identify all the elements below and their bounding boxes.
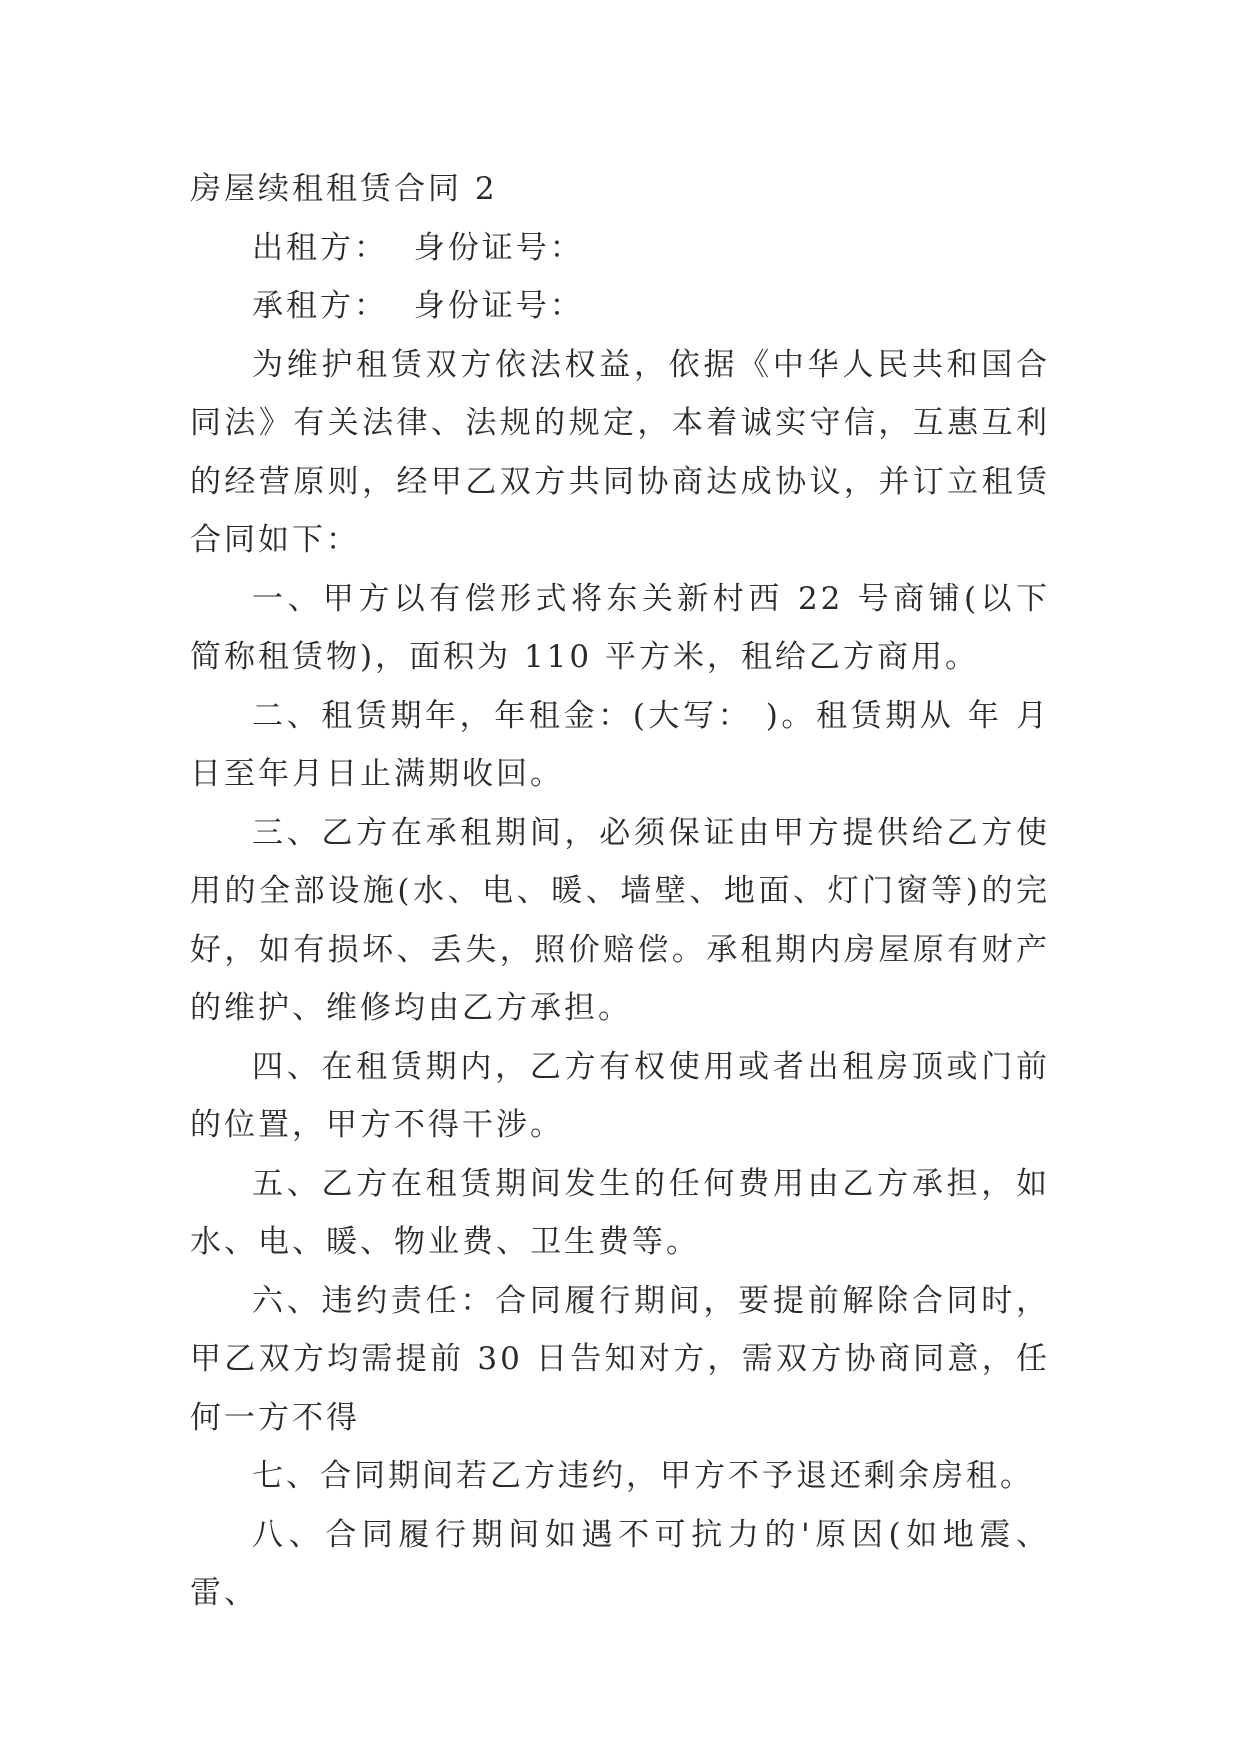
preamble-paragraph: 为维护租赁双方依法权益，依据《中华人民共和国合同法》有关法律、法规的规定，本着诚实守信，互惠互利的经营原则，经甲乙双方共同协商达成协议，并订立租赁合同如下： — [190, 346, 1050, 558]
lessor-line: 出租方： 身份证号： — [252, 229, 584, 266]
clause-3: 三、乙方在承租期间，必须保证由甲方提供给乙方使用的全部设施(水、电、暖、墙壁、地面、灯门窗等)的完好，如有损坏、丢失，照价赔偿。承租期内房屋原有财产的维护、维修均由乙方承担。 — [190, 814, 1050, 1026]
clause-1: 一、甲方以有偿形式将东关新村西 22 号商铺(以下简称租赁物)，面积为 110 平方米，租给乙方商用。 — [190, 580, 1050, 675]
clause-4: 四、在租赁期内，乙方有权使用或者出租房顶或门前的位置，甲方不得干涉。 — [190, 1048, 1050, 1143]
document-body — [190, 160, 1050, 1623]
clause-7: 七、合同期间若乙方违约，甲方不予退还剩余房租。 — [252, 1458, 1034, 1494]
clause-6: 六、违约责任：合同履行期间，要提前解除合同时，甲乙双方均需提前 30 日告知对方，需双方协商同意，任何一方不得 — [190, 1282, 1050, 1436]
clause-8: 八、合同履行期间如遇不可抗力的'原因(如地震、雷、 — [190, 1516, 1050, 1611]
lessee-line: 承租方： 身份证号： — [252, 288, 584, 324]
document-title: 房屋续租租赁合同 2 — [190, 171, 498, 207]
clause-2: 二、租赁期年，年租金：(大写： )。租赁期从 年 月日至年月日止满期收回。 — [190, 697, 1050, 792]
clause-5: 五、乙方在租赁期间发生的任何费用由乙方承担，如水、电、暖、物业费、卫生费等。 — [190, 1165, 1050, 1260]
